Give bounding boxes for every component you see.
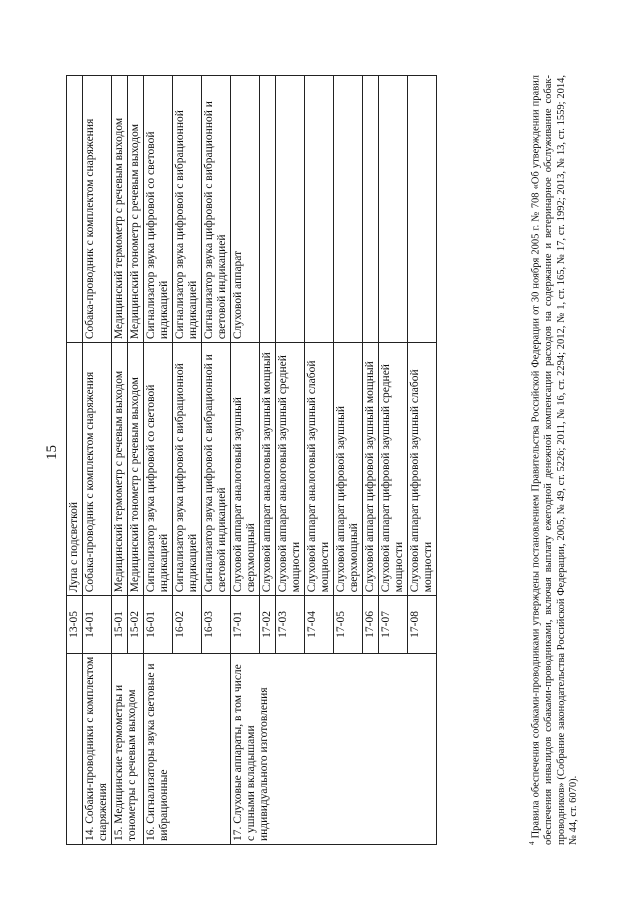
name-cell: Сигнализатор звука цифровой со световой индикацией — [144, 343, 173, 596]
table-body — [67, 76, 437, 845]
table-row — [144, 76, 173, 845]
extra-cell — [260, 76, 276, 343]
table-row — [67, 76, 83, 845]
group-cell: 17. Слуховые аппараты, в том числе с ушными вкладышами индивидуального изготовления — [231, 653, 437, 844]
name-cell: Лупа с подсветкой — [67, 343, 83, 596]
code-cell: 17-01 — [231, 596, 260, 653]
group-cell: 14. Собаки-проводники с комплектом снаряжения — [83, 653, 112, 844]
extra-cell — [408, 76, 437, 343]
name-cell: Сигнализатор звука цифровой с вибрационной индикацией — [173, 343, 202, 596]
code-cell: 17-05 — [334, 596, 363, 653]
equipment-table — [66, 75, 437, 845]
page-number: 15 — [44, 445, 60, 460]
code-cell: 16-03 — [202, 596, 231, 653]
code-cell: 16-02 — [173, 596, 202, 653]
extra-cell — [276, 76, 305, 343]
name-cell: Слуховой аппарат цифровой заушный сверхмощный — [334, 343, 363, 596]
code-cell: 13-05 — [67, 596, 83, 653]
name-cell: Собака-проводник с комплектом снаряжения — [83, 343, 112, 596]
table-row — [83, 76, 112, 845]
extra-cell: Собака-проводник с комплектом снаряжения — [83, 76, 112, 343]
code-cell: 16-01 — [144, 596, 173, 653]
code-cell: 15-01 — [112, 596, 128, 653]
name-cell: Слуховой аппарат аналоговый заушный мощный — [260, 343, 276, 596]
name-cell: Слуховой аппарат цифровой заушный мощный — [363, 343, 379, 596]
extra-cell: Медицинский термометр с речевым выходом — [112, 76, 128, 343]
group-cell — [67, 653, 83, 844]
name-cell: Слуховой аппарат цифровой заушный слабой мощности — [408, 343, 437, 596]
name-cell: Слуховой аппарат аналоговый заушный сверхмощный — [231, 343, 260, 596]
extra-cell: Сигнализатор звука цифровой с вибрационной и световой индикацией — [202, 76, 231, 343]
extra-cell — [379, 76, 408, 343]
name-cell: Медицинский тонометр с речевым выходом — [128, 343, 144, 596]
code-cell: 17-04 — [305, 596, 334, 653]
extra-cell — [363, 76, 379, 343]
footnote — [526, 75, 581, 845]
extra-cell — [305, 76, 334, 343]
code-cell: 17-07 — [379, 596, 408, 653]
table-row — [231, 76, 260, 845]
extra-cell — [67, 76, 83, 343]
name-cell: Слуховой аппарат аналоговый заушный слабой мощности — [305, 343, 334, 596]
table-row — [112, 76, 128, 845]
name-cell: Слуховой аппарат аналоговый заушный средней мощности — [276, 343, 305, 596]
code-cell: 17-06 — [363, 596, 379, 653]
group-cell: 15. Медицинские термометры и тонометры с речевым выходом — [112, 653, 144, 844]
extra-cell: Сигнализатор звука цифровой со световой индикацией — [144, 76, 173, 343]
code-cell: 17-02 — [260, 596, 276, 653]
code-cell: 17-03 — [276, 596, 305, 653]
name-cell: Медицинский термометр с речевым выходом — [112, 343, 128, 596]
code-cell: 17-08 — [408, 596, 437, 653]
code-cell: 14-01 — [83, 596, 112, 653]
code-cell: 15-02 — [128, 596, 144, 653]
name-cell: Сигнализатор звука цифровой с вибрационной и световой индикацией — [202, 343, 231, 596]
extra-cell: Слуховой аппарат — [231, 76, 260, 343]
group-cell: 16. Сигнализаторы звука световые и вибрационные — [144, 653, 231, 844]
footnote-marker: 4 — [528, 841, 536, 845]
extra-cell — [334, 76, 363, 343]
extra-cell: Медицинский тонометр с речевым выходом — [128, 76, 144, 343]
footnote-text: Правила обеспечения собаками-проводниками утверждены постановлением Правительства Российской Федерации от 30 ноября 2005 г. № 708 «Об утверждении правил обеспечения инвалидов собаками-проводниками, включая выплату ежегодной денежной компенсации расходов на содержание и ветеринарное обслуживание собак-проводников» (Собрание законодательства Российской Федерации, 2005, № 49, ст. 5226; 2011, № 16, ст. 2294; 2012, № 1, ст. 165, № 17, ст. 1992; 2013, № 13, ст. 1559; 2014, № 44, ст. 6070). — [530, 74, 579, 845]
name-cell: Слуховой аппарат цифровой заушный средней мощности — [379, 343, 408, 596]
extra-cell: Сигнализатор звука цифровой с вибрационной индикацией — [173, 76, 202, 343]
